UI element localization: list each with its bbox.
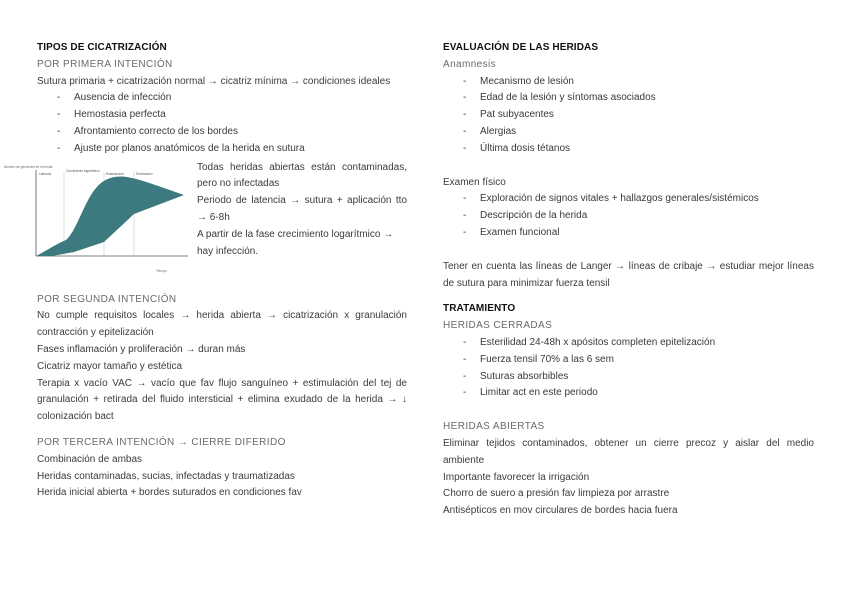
heading-cerradas: HERIDAS CERRADAS [443,320,553,332]
chart-phase-label: Estacionaria [106,171,124,176]
heading-segunda: POR SEGUNDA INTENCIÓN [37,293,177,305]
cerradas-list [443,335,814,402]
list-item: - Esterilidad 24-48h x apósitos completen epitelización [463,335,814,352]
chart-xlabel: Tiempo [156,268,167,273]
primera-text: Sutura primaria + cicatrización normal → cicatriz mínima → condiciones ideales [37,75,391,87]
abiertas-line: Chorro de suero a presión fav limpieza por arrastre [443,488,670,500]
segunda-line: Fases inflamación y proliferación → duran más [37,343,246,355]
section-title-tratamiento: TRATAMIENTO [443,303,516,315]
section-title-tipos: TIPOS DE CICATRIZACIÓN [37,42,167,53]
heading-anamnesis: Anamnesis [443,58,497,70]
abiertas-line: Eliminar tejidos contaminados, obtener un cierre precoz y aislar del medio ambiente [443,437,814,466]
heading-primera: POR PRIMERA INTENCIÓN [37,58,173,70]
abiertas-line: Importante favorecer la irrigación [443,471,590,483]
langer-text: Tener en cuenta las líneas de Langer → líneas de cribaje → estudiar mejor líneas de sutura para minimizar fuerza tensil [443,260,814,289]
list-item: - Ausencia de infección [57,90,407,107]
primera-list [37,90,407,157]
examen-list [443,191,814,241]
list-item: - Alergias [463,124,814,141]
right-column [443,40,814,520]
list-item: - Exploración de signos vitales + hallazgos generales/sistémicos [463,191,814,208]
abiertas-line: Antisépticos en mov circulares de bordes hacia fuera [443,505,678,517]
list-item: - Fuerza tensil 70% a las 6 sem [463,352,814,369]
left-column [4,40,407,502]
list-item: - Hemostasia perfecta [57,107,407,124]
anamnesis-list [443,74,814,158]
list-item: - Ajuste por planos anatómicos de la herida en sutura [57,141,407,158]
chart-phase-label: Crecimiento logarítmico [66,168,100,173]
chart-note: A partir de la fase crecimiento logarítmico → hay infección. [197,228,394,257]
list-item: - Última dosis tétanos [463,141,814,158]
list-item: - Mecanismo de lesión [463,74,814,91]
segunda-line: Cicatriz mayor tamaño y estética [37,360,183,372]
list-item: - Examen funcional [463,225,814,242]
bacterial-growth-chart [4,162,190,280]
growth-curve-fill [36,176,184,256]
list-item: - Limitar act en este periodo [463,385,814,402]
list-item: - Afrontamiento correcto de los bordes [57,124,407,141]
list-item: - Descripción de la herida [463,208,814,225]
list-item: - Edad de la lesión y síntomas asociados [463,90,814,107]
section-title-evaluacion: EVALUACIÓN DE LAS HERIDAS [443,42,599,53]
tercera-line: Herida inicial abierta + bordes suturados en condiciones fav [37,487,302,499]
heading-examen: Examen físico [443,176,506,188]
growth-chart-block [4,160,407,288]
chart-notes [197,160,407,261]
chart-phase-label: Declinación [136,171,153,176]
chart-note: Todas heridas abiertas están contaminadas, pero no infectadas [197,161,407,190]
chart-phase-label: Latencia [39,171,52,176]
chart-note: Periodo de latencia → sutura + aplicación tto → 6-8h [197,195,407,223]
tercera-line: Heridas contaminadas, sucias, infectadas y traumatizadas [37,470,295,482]
heading-abiertas: HERIDAS ABIERTAS [443,421,545,433]
tercera-line: Combinación de ambas [37,453,143,465]
segunda-line: No cumple requisitos locales → herida abierta → cicatrización x granulación contracción y epitelización [37,310,407,339]
list-item: - Pat subyacentes [463,107,814,124]
chart-ylabel: Número de gérmenes en la herida [4,164,53,169]
list-item: - Suturas absorbibles [463,369,814,386]
segunda-line: Terapia x vacío VAC → vacío que fav flujo sanguíneo + estimulación del tej de granulación + retirada del fluido intersticial + elimina exudado de la herida → ↓ colonización bact [37,377,407,423]
heading-tercera: POR TERCERA INTENCIÓN → CIERRE DIFERIDO [37,436,286,448]
